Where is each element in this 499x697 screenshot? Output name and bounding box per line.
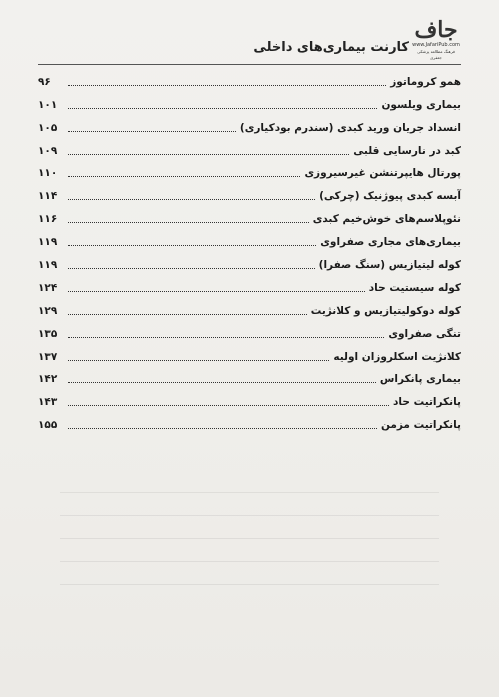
toc-dot-leader: [68, 337, 384, 338]
toc-entry: [38, 364, 461, 387]
toc-dot-leader: [68, 382, 376, 383]
toc-dot-leader: [68, 245, 316, 246]
toc-dot-leader: [68, 199, 315, 200]
toc-entry-page-number: ۱۱۹: [38, 259, 58, 272]
toc-entry: [38, 295, 461, 318]
toc-entry-title: کلانژیت اسکلروزان اولیه: [333, 350, 461, 363]
toc-entry: [38, 341, 461, 364]
toc-entry-page-number: ۱۰۹: [38, 144, 58, 157]
toc-entry: [38, 89, 461, 112]
toc-entry: [38, 158, 461, 181]
toc-entry: [38, 180, 461, 203]
toc-entry: [38, 112, 461, 135]
toc-entry-title: کوله لیتیازیس (سنگ صفرا): [318, 259, 461, 272]
toc-entry-page-number: ۱۱۴: [38, 190, 58, 203]
toc-entry-page-number: ۱۴۲: [38, 373, 58, 386]
toc-dot-leader: [68, 176, 300, 177]
table-of-contents: [38, 66, 461, 432]
toc-entry-title: کوله سیستیت حاد: [368, 281, 461, 294]
toc-dot-leader: [68, 428, 377, 429]
logo-url: www.JafariPub.com: [412, 42, 460, 48]
toc-entry-page-number: ۱۱۰: [38, 167, 58, 180]
toc-entry-page-number: ۱۲۹: [38, 304, 58, 317]
toc-entry-title: کبد در نارسایی قلبی: [353, 144, 461, 157]
toc-entry-title: پانکراتیت حاد: [393, 396, 461, 409]
toc-entry-title: همو کروماتوز: [390, 75, 461, 88]
toc-entry: [38, 249, 461, 272]
toc-entry-page-number: ۱۲۴: [38, 281, 58, 294]
header-divider: [38, 64, 461, 65]
toc-entry-page-number: ۱۴۳: [38, 396, 58, 409]
toc-entry-title: آبسه کبدی پیوژنیک (چرکی): [319, 190, 461, 203]
toc-entry-page-number: ۱۵۵: [38, 419, 58, 432]
toc-entry-title: انسداد جریان ورید کبدی (سندرم بودکیاری): [239, 121, 461, 134]
toc-entry: [38, 226, 461, 249]
toc-entry: [38, 318, 461, 341]
toc-entry-title: بیماری پانکراس: [379, 373, 461, 386]
toc-dot-leader: [68, 314, 307, 315]
toc-entry-page-number: ۱۰۵: [38, 121, 58, 134]
toc-entry-page-number: ۱۱۹: [38, 236, 58, 249]
toc-entry-page-number: ۹۶: [38, 75, 51, 88]
toc-entry: [38, 135, 461, 158]
toc-dot-leader: [68, 85, 386, 86]
toc-entry: [38, 66, 461, 89]
toc-dot-leader: [68, 108, 377, 109]
toc-entry-page-number: ۱۳۵: [38, 327, 58, 340]
toc-entry: [38, 409, 461, 432]
bleed-through-shadow: [60, 470, 439, 630]
toc-entry-title: نئوپلاسم‌های خوش‌خیم کبدی: [312, 213, 461, 226]
toc-entry-page-number: ۱۳۷: [38, 350, 58, 363]
toc-entry-title: بیماری ویلسون: [381, 98, 461, 111]
toc-entry-title: بیماری‌های مجاری صفراوی: [320, 236, 461, 249]
page-header: [38, 17, 461, 68]
logo-glyph: جاف: [414, 17, 458, 43]
running-title: کارنت بیماری‌های داخلی: [253, 40, 409, 55]
toc-entry-page-number: ۱۰۱: [38, 98, 58, 111]
toc-dot-leader: [68, 222, 309, 223]
toc-entry-title: پانکراتیت مزمن: [380, 419, 461, 432]
toc-entry: [38, 386, 461, 409]
publisher-logo: [411, 18, 461, 58]
toc-dot-leader: [68, 268, 315, 269]
toc-entry-page-number: ۱۱۶: [38, 213, 58, 226]
toc-entry: [38, 272, 461, 295]
toc-dot-leader: [68, 154, 349, 155]
toc-entry-title: تنگی صفراوی: [388, 327, 461, 340]
toc-dot-leader: [68, 405, 389, 406]
toc-dot-leader: [68, 360, 329, 361]
toc-dot-leader: [68, 131, 236, 132]
logo-subtitle: فرهنگ مطالعه پزشکی جعفری: [417, 49, 455, 60]
toc-entry: [38, 203, 461, 226]
toc-entry-title: پورتال هایپرتنشن غیرسیروزی: [304, 167, 461, 180]
toc-dot-leader: [68, 291, 365, 292]
toc-entry-title: کوله دوکولیتیازیس و کلانژیت: [310, 304, 461, 317]
